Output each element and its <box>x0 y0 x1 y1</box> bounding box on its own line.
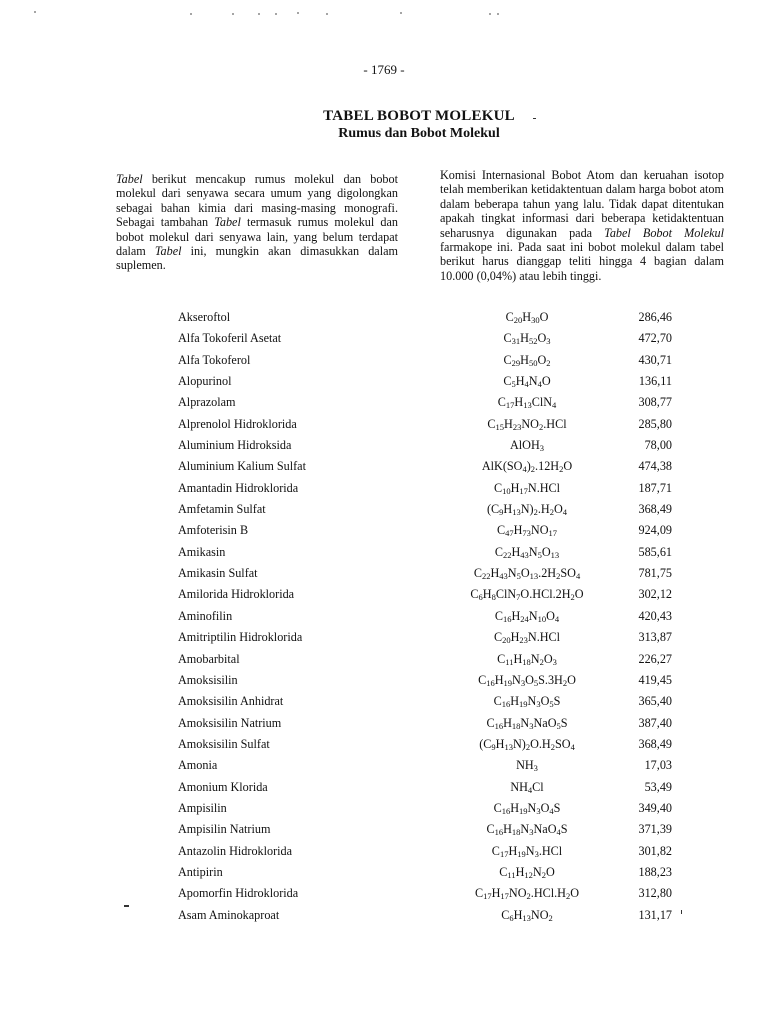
molecular-formula: $C_{17}H_{13}ClN_4$ <box>497 395 557 411</box>
compound-name: Ampisilin <box>178 800 227 815</box>
compound-name: Amfetamin Sulfat <box>178 502 266 517</box>
molecular-formula: $C_{20}H_{23}N.HCl$ <box>493 630 561 646</box>
molecular-formula: $C_{16}H_{24}N_{10}O_4$ <box>494 608 560 624</box>
table-row <box>178 609 672 630</box>
table-row <box>178 758 672 779</box>
table-row <box>178 417 672 438</box>
compound-name: Akseroftol <box>178 310 231 324</box>
table-row <box>178 780 672 801</box>
molecular-weight: 371,39 <box>638 822 672 837</box>
molecular-weight: 312,80 <box>638 886 672 901</box>
table-row <box>178 908 672 929</box>
page-title: TABEL BOBOT MOLEKUL <box>323 108 515 124</box>
table-row <box>178 545 672 566</box>
table-row <box>178 566 672 587</box>
molecular-weight: 131,17 <box>638 907 672 922</box>
molecular-weight: 387,40 <box>638 715 672 730</box>
molecular-formula: $C_{16}H_{19}N_3O_5S.3H_2O$ <box>478 672 576 688</box>
table-row <box>178 587 672 608</box>
molecular-formula: $C_{16}H_{19}N_3O_5S$ <box>493 694 561 710</box>
compound-name: Alprenolol Hidroklorida <box>178 416 297 431</box>
compound-name: Alopurinol <box>178 374 232 389</box>
compound-name: Amoksisilin Sulfat <box>178 736 270 751</box>
compound-name: Amoksisilin <box>178 672 238 687</box>
molecular-weight: 226,27 <box>638 651 672 666</box>
molecular-formula: $C_{11}H_{12}N_2O$ <box>499 864 555 880</box>
molecular-formula: $C_{16}H_{18}N_3NaO_4S$ <box>486 822 568 838</box>
compound-name: Aluminium Kalium Sulfat <box>178 459 306 474</box>
molecular-formula: $C_{10}H_{17}N.HCl$ <box>493 480 561 496</box>
scan-mark <box>681 910 682 914</box>
molecular-weight: 368,49 <box>638 736 672 751</box>
molecular-weight: 365,40 <box>638 694 672 709</box>
intro-right-text-1: Komisi Internasional Bobot Atom dan keruahan isotop telah memberikan ketidaktentuan dalam harga bobot atom dalam beberapa tahun yang lalu. Tidak dapat ditentukan apakah tingkat informasi dari beberapa ketidaktentuan seharusnya digunakan pada <box>440 168 724 240</box>
compound-name: Alfa Tokoferil Asetat <box>178 331 282 346</box>
table-row <box>178 502 672 523</box>
table-row <box>178 822 672 843</box>
table-row <box>178 331 672 352</box>
table-row <box>178 737 672 758</box>
intro-right-em-1: Tabel Bobot Molekul <box>604 225 724 240</box>
compound-name: Amfoterisin B <box>178 523 249 538</box>
molecular-formula: $C_{20}H_{30}O$ <box>505 310 549 325</box>
compound-name: Amikasin Sulfat <box>178 566 258 581</box>
molecular-formula: $C_5H_4N_4O$ <box>503 374 551 390</box>
molecular-formula: $NH_3$ <box>516 758 538 774</box>
molecular-formula: $C_{16}H_{18}N_3NaO_5S$ <box>486 715 568 731</box>
compound-name: Alfa Tokoferol <box>178 352 251 367</box>
molecular-formula: $C_{22}H_{43}N_5O_{13}.2H_2SO_4$ <box>473 566 581 582</box>
molecular-weight: 17,03 <box>644 758 672 773</box>
molecular-formula: $AlK(SO_4)_2.12H_2O$ <box>481 459 573 475</box>
compound-name: Asam Aminokaproat <box>178 907 280 922</box>
intro-right-text-2: farmakope ini. Pada saat ini bobot molekul dalam tabel berikut harus dianggap teliti hingga 4 bagian dalam 10.000 (0,04%) atau lebih tinggi. <box>440 240 724 283</box>
compound-name: Alprazolam <box>178 395 236 410</box>
compound-name: Amonium Klorida <box>178 779 268 794</box>
molecular-formula: $C_{15}H_{23}NO_2.HCl$ <box>487 416 567 432</box>
molecular-weight: 136,11 <box>638 374 672 389</box>
molecular-weight: 368,49 <box>638 502 672 517</box>
molecular-formula: $C_{17}H_{19}N_3.HCl$ <box>491 843 563 859</box>
intro-left-text-1: berikut mencakup rumus molekul dan bobot molekul dari senyawa secara umum yang digolongkan sebagai bahan kimia dari masing-masing monografi. Sebagai tambahan <box>116 172 398 230</box>
table-row <box>178 652 672 673</box>
intro-paragraph-right <box>440 168 724 283</box>
compound-name: Amoksisilin Natrium <box>178 715 282 730</box>
table-row <box>178 395 672 416</box>
page-subtitle: Rumus dan Bobot Molekul <box>338 126 500 141</box>
molecular-weight-table <box>178 310 672 929</box>
molecular-weight: 313,87 <box>638 630 672 645</box>
molecular-formula: $C_{47}H_{73}NO_{17}$ <box>496 523 558 539</box>
molecular-weight: 285,80 <box>638 416 672 431</box>
compound-name: Amitriptilin Hidroklorida <box>178 630 303 645</box>
molecular-formula: AlOH$_3$ <box>509 438 545 454</box>
molecular-formula: $(C_9H_{13}N)_2O.H_2SO_4$ <box>479 736 575 752</box>
molecular-formula: $C_{16}H_{19}N_3O_4S$ <box>493 800 561 816</box>
compound-name: Ampisilin Natrium <box>178 822 271 837</box>
scan-mark <box>533 118 536 119</box>
table-row <box>178 716 672 737</box>
molecular-weight: 474,38 <box>638 459 672 474</box>
compound-name: Apomorfin Hidroklorida <box>178 886 299 901</box>
molecular-weight: 78,00 <box>644 438 672 453</box>
intro-left-lead: Tabel <box>116 172 143 186</box>
table-row <box>178 673 672 694</box>
table-row <box>178 801 672 822</box>
molecular-formula: $C_{29}H_{50}O_2$ <box>503 352 551 368</box>
table-row <box>178 630 672 651</box>
molecular-weight: 301,82 <box>638 843 672 858</box>
molecular-formula: $(C_9H_{13}N)_2.H_2O_4$ <box>486 502 568 518</box>
molecular-weight: 472,70 <box>638 331 672 346</box>
molecular-formula: $C_{11}H_{18}N_2O_3$ <box>497 651 557 667</box>
molecular-weight: 188,23 <box>638 864 672 879</box>
table-row <box>178 844 672 865</box>
table-row <box>178 310 672 331</box>
table-row <box>178 865 672 886</box>
table-row <box>178 374 672 395</box>
molecular-formula: $C_{17}H_{17}NO_2.HCl.H_2O$ <box>474 886 580 902</box>
compound-name: Amonia <box>178 758 218 773</box>
compound-name: Amobarbital <box>178 651 240 666</box>
molecular-weight: 419,45 <box>638 672 672 687</box>
compound-name: Amantadin Hidroklorida <box>178 480 299 495</box>
table-row <box>178 438 672 459</box>
molecular-formula: $NH_4Cl$ <box>510 779 544 795</box>
table-row <box>178 694 672 715</box>
compound-name: Aminofilin <box>178 608 233 623</box>
scan-mark <box>124 905 129 907</box>
molecular-formula: $C_{22}H_{43}N_5O_{13}$ <box>494 544 560 560</box>
compound-name: Amilorida Hidroklorida <box>178 587 295 602</box>
compound-name: Aluminium Hidroksida <box>178 438 292 453</box>
table-row <box>178 459 672 480</box>
molecular-formula: $C_6H_{13}NO_2$ <box>501 907 553 923</box>
compound-name: Antazolin Hidroklorida <box>178 843 293 858</box>
table-row <box>178 886 672 907</box>
table-row <box>178 523 672 544</box>
molecular-weight: 585,61 <box>638 544 672 559</box>
molecular-weight: 420,43 <box>638 608 672 623</box>
molecular-weight: 349,40 <box>638 800 672 815</box>
table-row <box>178 353 672 374</box>
intro-left-text-3: ini, mungkin akan dimasukkan dalam suplemen. <box>116 244 398 273</box>
intro-left-em-2: Tabel <box>214 215 241 230</box>
molecular-weight: 286,46 <box>638 310 672 324</box>
molecular-weight: 924,09 <box>638 523 672 538</box>
molecular-weight: 53,49 <box>644 779 672 794</box>
page-number: - 1769 - <box>363 62 405 77</box>
molecular-formula: $C_{31}H_{52}O_3$ <box>503 331 551 347</box>
intro-left-text-2: termasuk rumus molekul dan bobot molekul dari senyawa lain, yang belum terdapat dalam <box>116 215 398 259</box>
molecular-weight: 781,75 <box>638 566 672 581</box>
intro-left-em-3: Tabel <box>154 244 182 259</box>
compound-name: Amikasin <box>178 544 226 559</box>
molecular-formula: $C_6H_8ClN_7O.HCl.2H_2O$ <box>470 587 584 603</box>
compound-name: Amoksisilin Anhidrat <box>178 694 284 709</box>
table-row <box>178 481 672 502</box>
molecular-weight: 187,71 <box>638 480 672 495</box>
molecular-weight: 302,12 <box>638 587 672 602</box>
molecular-weight: 430,71 <box>638 352 672 367</box>
scan-specks <box>0 6 768 20</box>
compound-name: Antipirin <box>178 864 223 879</box>
molecular-weight: 308,77 <box>638 395 672 410</box>
intro-paragraph-left <box>116 172 398 273</box>
